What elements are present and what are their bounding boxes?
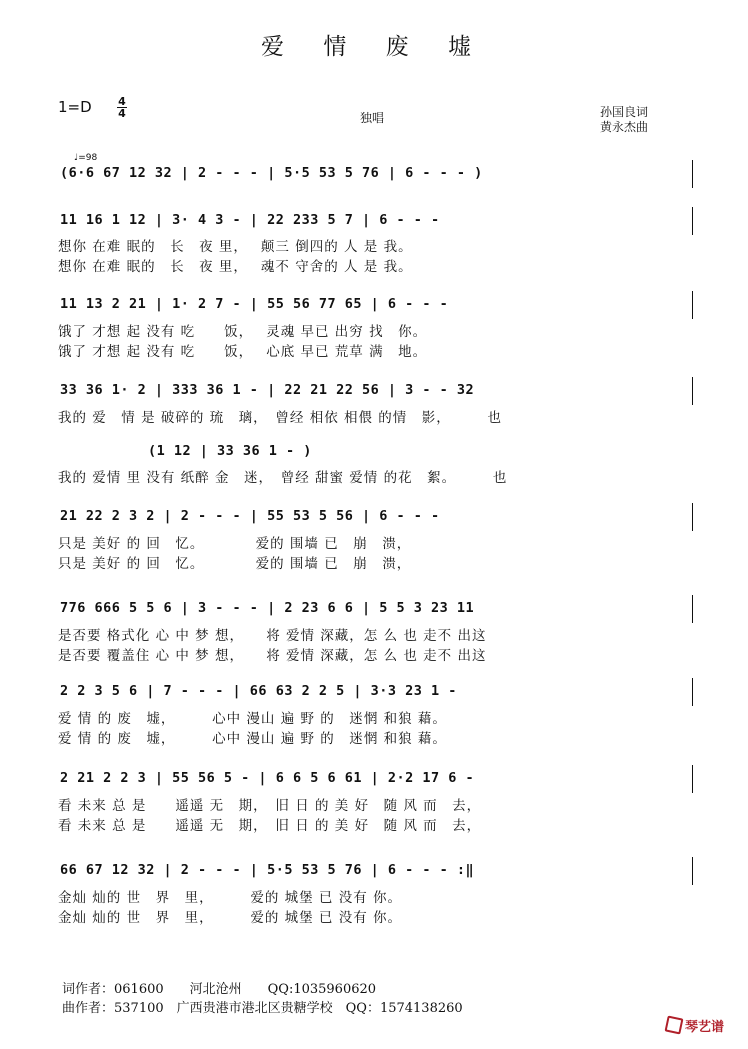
notation-line: (6·6 67 12 32 | 2 - - - | 5·5 53 5 76 | 6 - - - ) (60, 165, 483, 181)
notation-line: 33 36 1· 2 | 333 36 1 - | 22 21 22 56 | 3 - - 32 (60, 382, 475, 398)
meter-bottom: 4 (118, 107, 126, 120)
notation-line: 2 2 3 5 6 | 7 - - - | 66 63 2 2 5 | 3·3 23 1 - (60, 683, 457, 699)
lyric-line: 看 未来 总 是 遥遥 无 期， 旧 日 的 美 好 随 风 而 去， (58, 798, 482, 814)
barline (692, 291, 693, 319)
lyric-line: 饿了 才想 起 没有 吃 饭， 灵魂 早已 出穷 找 你。 (58, 324, 428, 340)
composer-contact: 曲作者：537100 广西贵港市港北区贵糖学校 QQ：1574138260 (62, 1001, 463, 1016)
notation-line: 2 21 2 2 3 | 55 56 5 - | 6 6 5 6 61 | 2·2 17 6 - (60, 770, 475, 786)
lyric-line: 想你 在难 眠的 长 夜 里， 颠三 倒四的 人 是 我。 (58, 239, 413, 255)
lyric-line: 我的 爱情 里 没有 纸醉 金 迷， 曾经 甜蜜 爱情 的花 絮。 也 (58, 470, 508, 486)
lyric-line: 饿了 才想 起 没有 吃 饭， 心底 早已 荒草 满 地。 (58, 344, 428, 360)
lyric-line: 我的 爱 情 是 破碎的 琉 璃， 曾经 相依 相偎 的情 影， 也 (58, 410, 503, 426)
lyric-line: 只是 美好 的 回 忆。 爱的 围墙 已 崩 溃， (58, 556, 412, 572)
lyric-line: 看 未来 总 是 遥遥 无 期， 旧 日 的 美 好 随 风 而 去， (58, 818, 482, 834)
barline (692, 595, 693, 623)
notation-line: 11 13 2 21 | 1· 2 7 - | 55 56 77 65 | 6 - - - (60, 296, 449, 312)
lyric-line: 想你 在难 眠的 长 夜 里， 魂不 守舍的 人 是 我。 (58, 259, 413, 275)
notation-line: 776 666 5 5 6 | 3 - - - | 2 23 6 6 | 5 5 3 23 11 (60, 600, 475, 616)
barline (692, 377, 693, 405)
barline (692, 503, 693, 531)
barline (692, 160, 693, 188)
lyricist-contact: 词作者：061600 河北沧州 QQ:1035960620 (62, 982, 377, 997)
lyric-line: 金灿 灿的 世 界 里， 爱的 城堡 已 没有 你。 (58, 890, 402, 906)
meter-top: 4 (118, 95, 126, 108)
lyric-line: 金灿 灿的 世 界 里， 爱的 城堡 已 没有 你。 (58, 910, 402, 926)
barline (692, 765, 693, 793)
time-signature (117, 96, 127, 119)
logo-icon (665, 1016, 684, 1035)
barline (692, 207, 693, 235)
lyric-line: 只是 美好 的 回 忆。 爱的 围墙 已 崩 溃， (58, 536, 412, 552)
lyricist-credit: 孙国良词 (600, 105, 649, 119)
lyric-line: 是否要 格式化 心 中 梦 想， 将 爱情 深藏，怎 么 也 走不 出这 (58, 628, 487, 644)
notation-line: 21 22 2 3 2 | 2 - - - | 55 53 5 56 | 6 - - - (60, 508, 440, 524)
site-logo (666, 1016, 724, 1035)
key-signature: 1=D (58, 98, 92, 116)
barline (692, 678, 693, 706)
notation-line: 11 16 1 12 | 3· 4 3 - | 22 233 5 7 | 6 - - - (60, 212, 440, 228)
logo-text: 琴艺谱 (685, 1020, 725, 1035)
composer-credit: 黄永杰曲 (600, 120, 649, 134)
lyric-line: 爱 情 的 废 墟， 心中 漫山 遍 野 的 迷惘 和狼 藉。 (58, 711, 447, 727)
lyric-line: 爱 情 的 废 墟， 心中 漫山 遍 野 的 迷惘 和狼 藉。 (58, 731, 447, 747)
barline (692, 857, 693, 885)
lyric-line: 是否要 覆盖住 心 中 梦 想， 将 爱情 深藏，怎 么 也 走不 出这 (58, 648, 487, 664)
notation-line: (1 12 | 33 36 1 - ) (148, 443, 312, 459)
page-title: 爱 情 废 墟 (261, 34, 487, 60)
notation-line: 66 67 12 32 | 2 - - - | 5·5 53 5 76 | 6 - - - :‖ (60, 862, 475, 878)
tempo-marking: ♩=98 (74, 153, 98, 163)
performance-mode: 独唱 (360, 111, 385, 125)
